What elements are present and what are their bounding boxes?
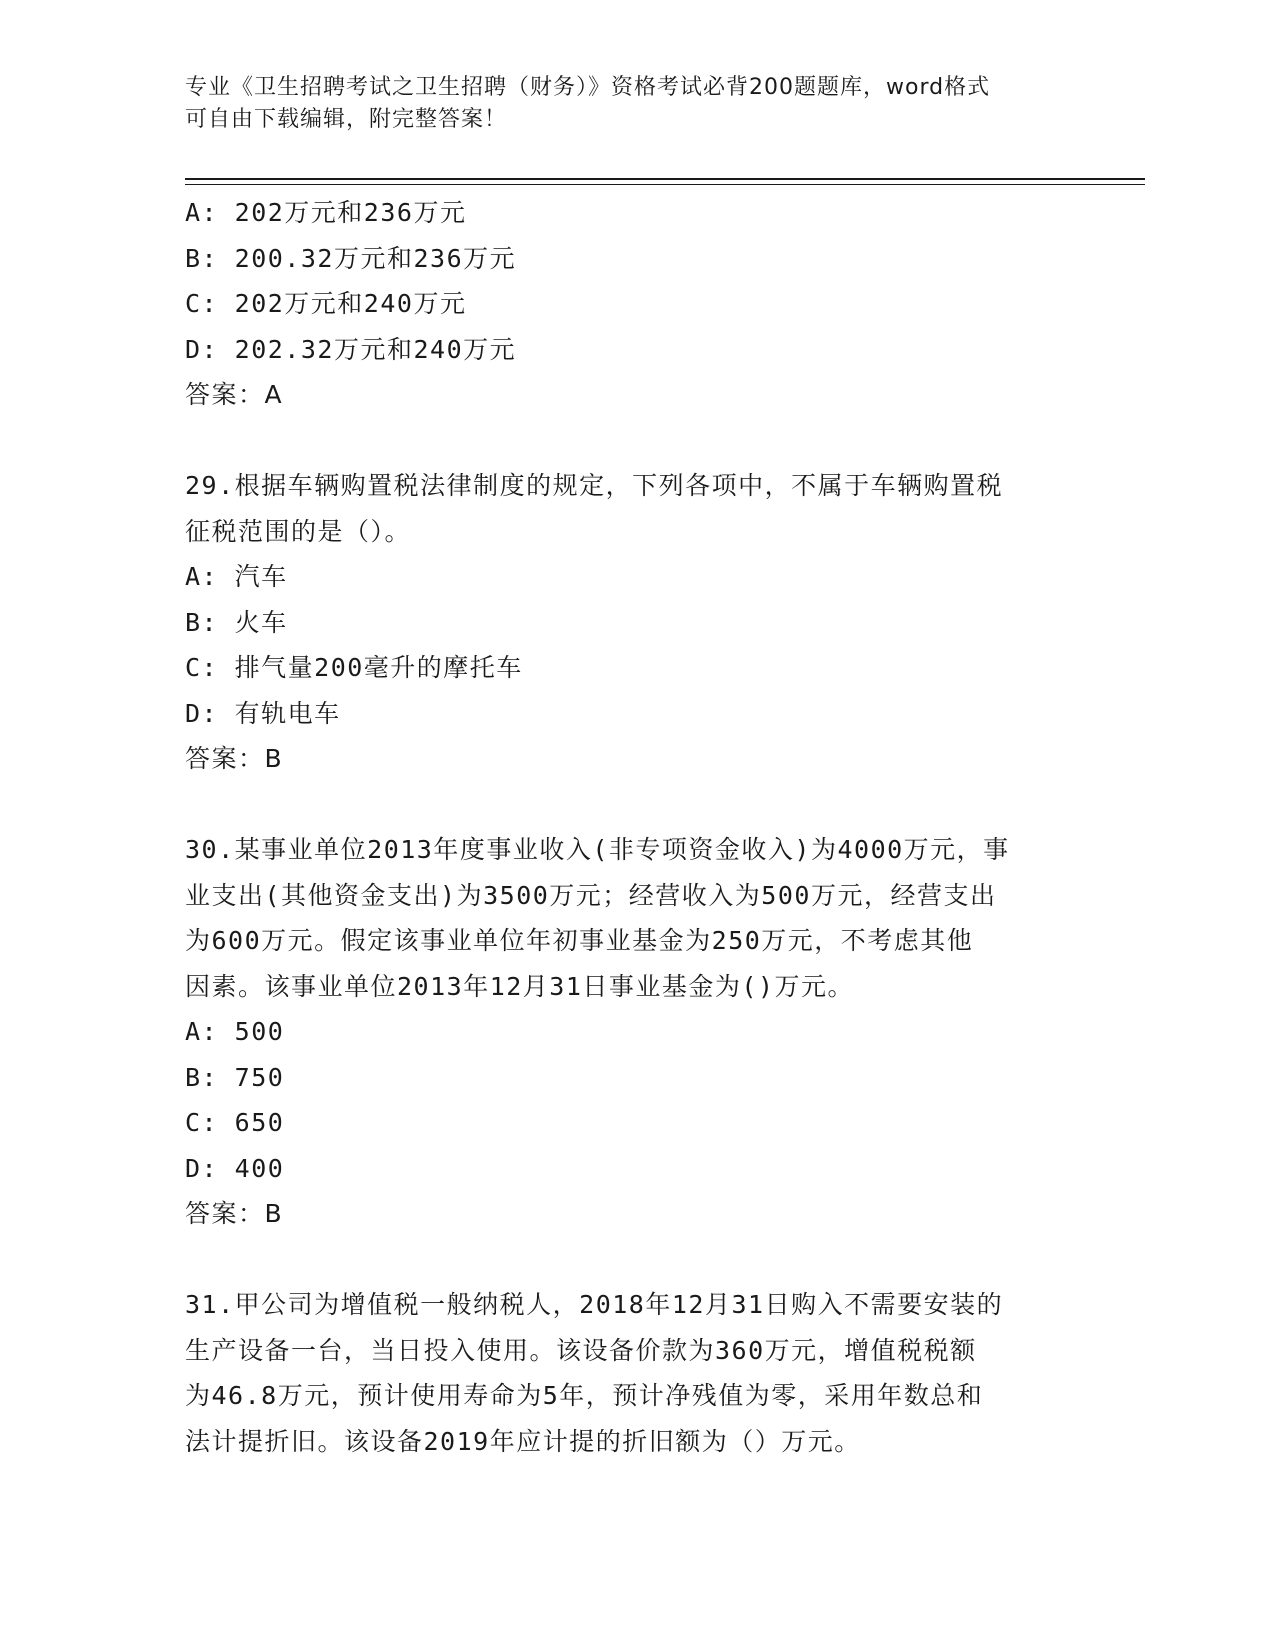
question-stem-line: 30.某事业单位2013年度事业收入(非专项资金收入)为4000万元，事	[185, 835, 1010, 864]
question-30	[185, 827, 1085, 1237]
option-b: B: 火车	[185, 607, 288, 637]
question-stem-line: 业支出(其他资金支出)为3500万元；经营收入为500万元，经营支出	[185, 880, 997, 910]
option-d: D: 202.32万元和240万元	[185, 334, 517, 364]
question-stem-line: 法计提折旧。该设备2019年应计提的折旧额为（）万元。	[185, 1426, 861, 1456]
option-d: D: 有轨电车	[185, 698, 341, 728]
answer: 答案：A	[185, 380, 284, 409]
spacer	[185, 1237, 1085, 1283]
question-stem-line: 为46.8万元，预计使用寿命为5年，预计净残值为零，采用年数总和	[185, 1381, 984, 1410]
question-stem-line: 征税范围的是（）。	[185, 516, 412, 546]
question-stem-line: 因素。该事业单位2013年12月31日事业基金为()万元。	[185, 971, 855, 1001]
option-a: A: 500	[185, 1017, 285, 1046]
document-header	[185, 72, 1085, 136]
option-b: B: 750	[185, 1062, 285, 1092]
option-a: A: 202万元和236万元	[185, 198, 467, 227]
question-stem-line: 29.根据车辆购置税法律制度的规定，下列各项中，不属于车辆购置税	[185, 471, 1004, 500]
option-c: C: 650	[185, 1108, 285, 1137]
question-29	[185, 463, 1085, 782]
question-stem-line: 生产设备一台，当日投入使用。该设备价款为360万元，增值税税额	[185, 1335, 977, 1365]
option-c: C: 排气量200毫升的摩托车	[185, 653, 523, 682]
header-divider-thin	[185, 184, 1145, 185]
header-title-line-2: 可自由下载编辑，附完整答案！	[185, 107, 508, 132]
spacer	[185, 418, 1085, 464]
question-28	[185, 190, 1085, 418]
header-title-line-1: 专业《卫生招聘考试之卫生招聘（财务）》资格考试必背200题题库，word格式	[185, 75, 991, 100]
option-c: C: 202万元和240万元	[185, 289, 467, 318]
option-b: B: 200.32万元和236万元	[185, 243, 517, 273]
question-stem-line: 为600万元。假定该事业单位年初事业基金为250万元，不考虑其他	[185, 926, 974, 955]
answer: 答案：B	[185, 1199, 284, 1228]
question-stem-line: 31.甲公司为增值税一般纳税人，2018年12月31日购入不需要安装的	[185, 1290, 1004, 1319]
option-a: A: 汽车	[185, 562, 288, 591]
option-d: D: 400	[185, 1153, 285, 1183]
header-divider-thick	[185, 178, 1145, 180]
spacer	[185, 782, 1085, 828]
document-body	[185, 190, 1085, 1464]
question-31	[185, 1282, 1085, 1464]
answer: 答案：B	[185, 744, 284, 773]
